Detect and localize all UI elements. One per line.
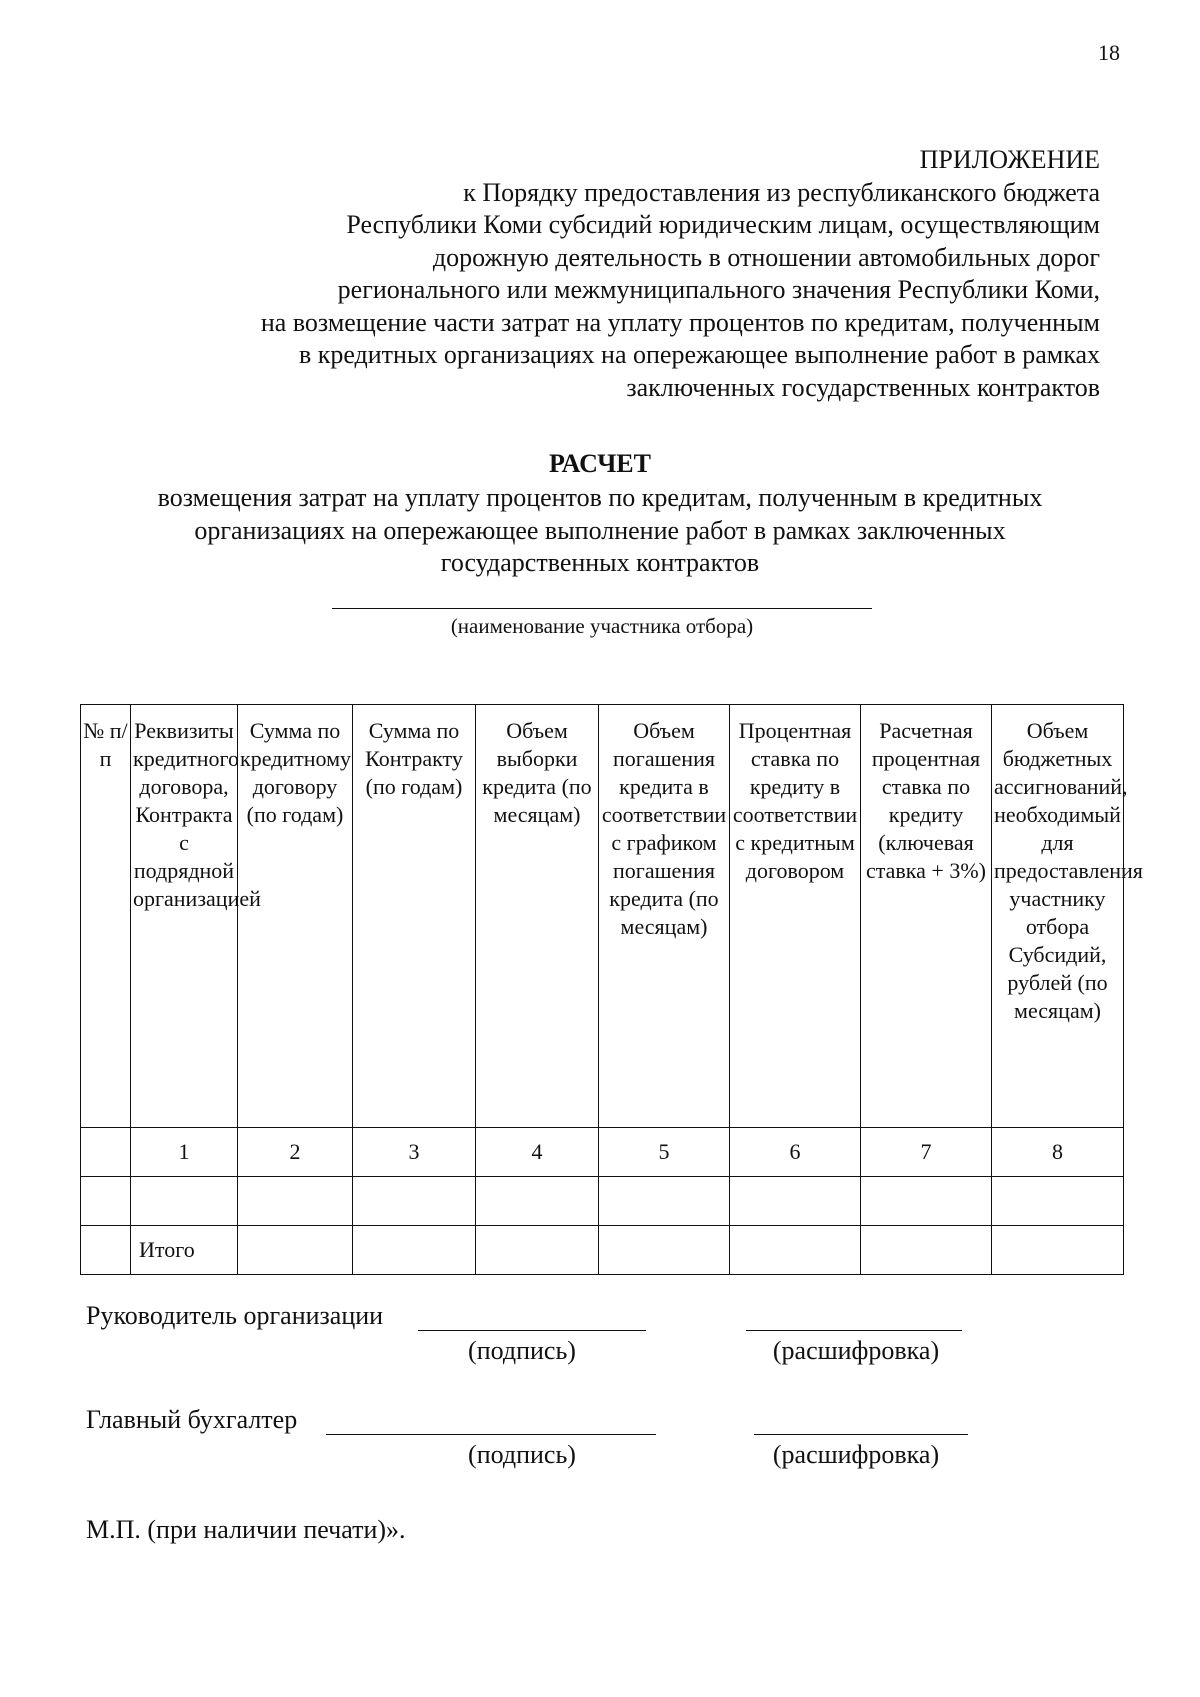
- column-number-cell: 3: [353, 1128, 476, 1177]
- table-cell[interactable]: [476, 1226, 599, 1275]
- head-decode-line[interactable]: [746, 1330, 962, 1331]
- header-cell-credit-sum: Сумма по кредитному договору (по годам): [238, 705, 353, 1128]
- header-cell-contract-sum: Сумма по Контракту (по годам): [353, 705, 476, 1128]
- column-number-cell: [81, 1128, 131, 1177]
- table-cell[interactable]: [353, 1226, 476, 1275]
- table-cell[interactable]: [992, 1177, 1124, 1226]
- table-cell[interactable]: [238, 1226, 353, 1275]
- header-cell-budget: Объем бюджетных ассигнований, необходимый для предоставления участнику отбора Субсидий, рублей (по месяцам): [992, 705, 1124, 1128]
- calculation-title: РАСЧЕТ: [549, 449, 651, 478]
- column-number-cell: 5: [599, 1128, 730, 1177]
- column-number-cell: 2: [238, 1128, 353, 1177]
- appendix-title: ПРИЛОЖЕНИЕ: [919, 145, 1100, 174]
- header-cell-calc-rate: Расчетная процентная ставка по кредиту (ключевая ставка + 3%): [861, 705, 992, 1128]
- subtitle-line: возмещения затрат на уплату процентов по кредитам, полученным в кредитных: [157, 483, 1043, 512]
- subtitle-line: организациях на опережающее выполнение работ в рамках заключенных: [194, 515, 1006, 545]
- appendix-line: заключенных государственных контрактов: [626, 372, 1100, 402]
- appendix-line: Республики Коми субсидий юридическим лицам, осуществляющим: [346, 210, 1100, 239]
- accountant-decode-line[interactable]: [754, 1434, 968, 1435]
- table-cell[interactable]: [81, 1226, 131, 1275]
- calculation-table: [80, 704, 1143, 1275]
- table-cell[interactable]: [238, 1177, 353, 1226]
- participant-caption: (наименование участника отбора): [450, 614, 754, 638]
- column-number-cell: 8: [992, 1128, 1124, 1177]
- header-cell-interest-rate: Процентная ставка по кредиту в соответствии с кредитным договором: [730, 705, 861, 1128]
- head-decode-caption: (расшифровка): [772, 1336, 940, 1365]
- accountant-decode-caption: (расшифровка): [772, 1440, 940, 1469]
- header-cell-number: № п/п: [81, 705, 131, 1128]
- header-cell-requisites: Реквизиты кредитного договора, Контракта с подрядной организацией: [131, 705, 238, 1128]
- table-cell[interactable]: [131, 1177, 238, 1226]
- head-signature-line[interactable]: [418, 1330, 646, 1331]
- appendix-line: дорожную деятельность в отношении автомобильных дорог: [432, 242, 1100, 272]
- table-cell[interactable]: [599, 1226, 730, 1275]
- table-cell[interactable]: [730, 1226, 861, 1275]
- appendix-line: на возмещение части затрат на уплату процентов по кредитам, полученным: [260, 307, 1100, 337]
- appendix-line: к Порядку предоставления из республиканского бюджета: [463, 177, 1100, 207]
- table-cell[interactable]: [730, 1177, 861, 1226]
- table-cell[interactable]: [476, 1177, 599, 1226]
- total-row: [81, 1226, 1124, 1275]
- column-number-cell: 1: [131, 1128, 238, 1177]
- accountant-signature-caption: (подпись): [468, 1440, 576, 1469]
- table-cell[interactable]: [992, 1226, 1124, 1275]
- subtitle-line: государственных контрактов: [440, 548, 760, 577]
- appendix-block: [120, 144, 1100, 404]
- table-cell[interactable]: [353, 1177, 476, 1226]
- stamp-note: М.П. (при наличии печати)».: [86, 1515, 406, 1544]
- header-cell-repayment: Объем погашения кредита в соответствии с графиком погашения кредита (по месяцам): [599, 705, 730, 1128]
- head-signature-caption: (подпись): [468, 1336, 576, 1365]
- column-number-cell: 7: [861, 1128, 992, 1177]
- page-number: 18: [1098, 40, 1120, 65]
- appendix-line: в кредитных организациях на опережающее выполнение работ в рамках: [298, 340, 1100, 369]
- accountant-label: Главный бухгалтер: [86, 1405, 298, 1434]
- head-label: Руководитель организации: [86, 1301, 384, 1330]
- table-cell[interactable]: [81, 1177, 131, 1226]
- table-cell[interactable]: [861, 1226, 992, 1275]
- table-cell[interactable]: [861, 1177, 992, 1226]
- total-label: Итого: [131, 1226, 238, 1275]
- column-number-cell: 4: [476, 1128, 599, 1177]
- table-row: [81, 1177, 1124, 1226]
- calculation-subtitle: [60, 482, 1140, 580]
- column-number-row: [81, 1128, 1124, 1177]
- accountant-signature-line[interactable]: [326, 1434, 656, 1435]
- column-number-cell: 6: [730, 1128, 861, 1177]
- appendix-line: регионального или межмуниципального значения Республики Коми,: [337, 275, 1100, 304]
- participant-name-line[interactable]: [332, 608, 872, 609]
- table-cell[interactable]: [599, 1177, 730, 1226]
- header-cell-credit-draw: Объем выборки кредита (по месяцам): [476, 705, 599, 1128]
- header-row: [81, 705, 1124, 1128]
